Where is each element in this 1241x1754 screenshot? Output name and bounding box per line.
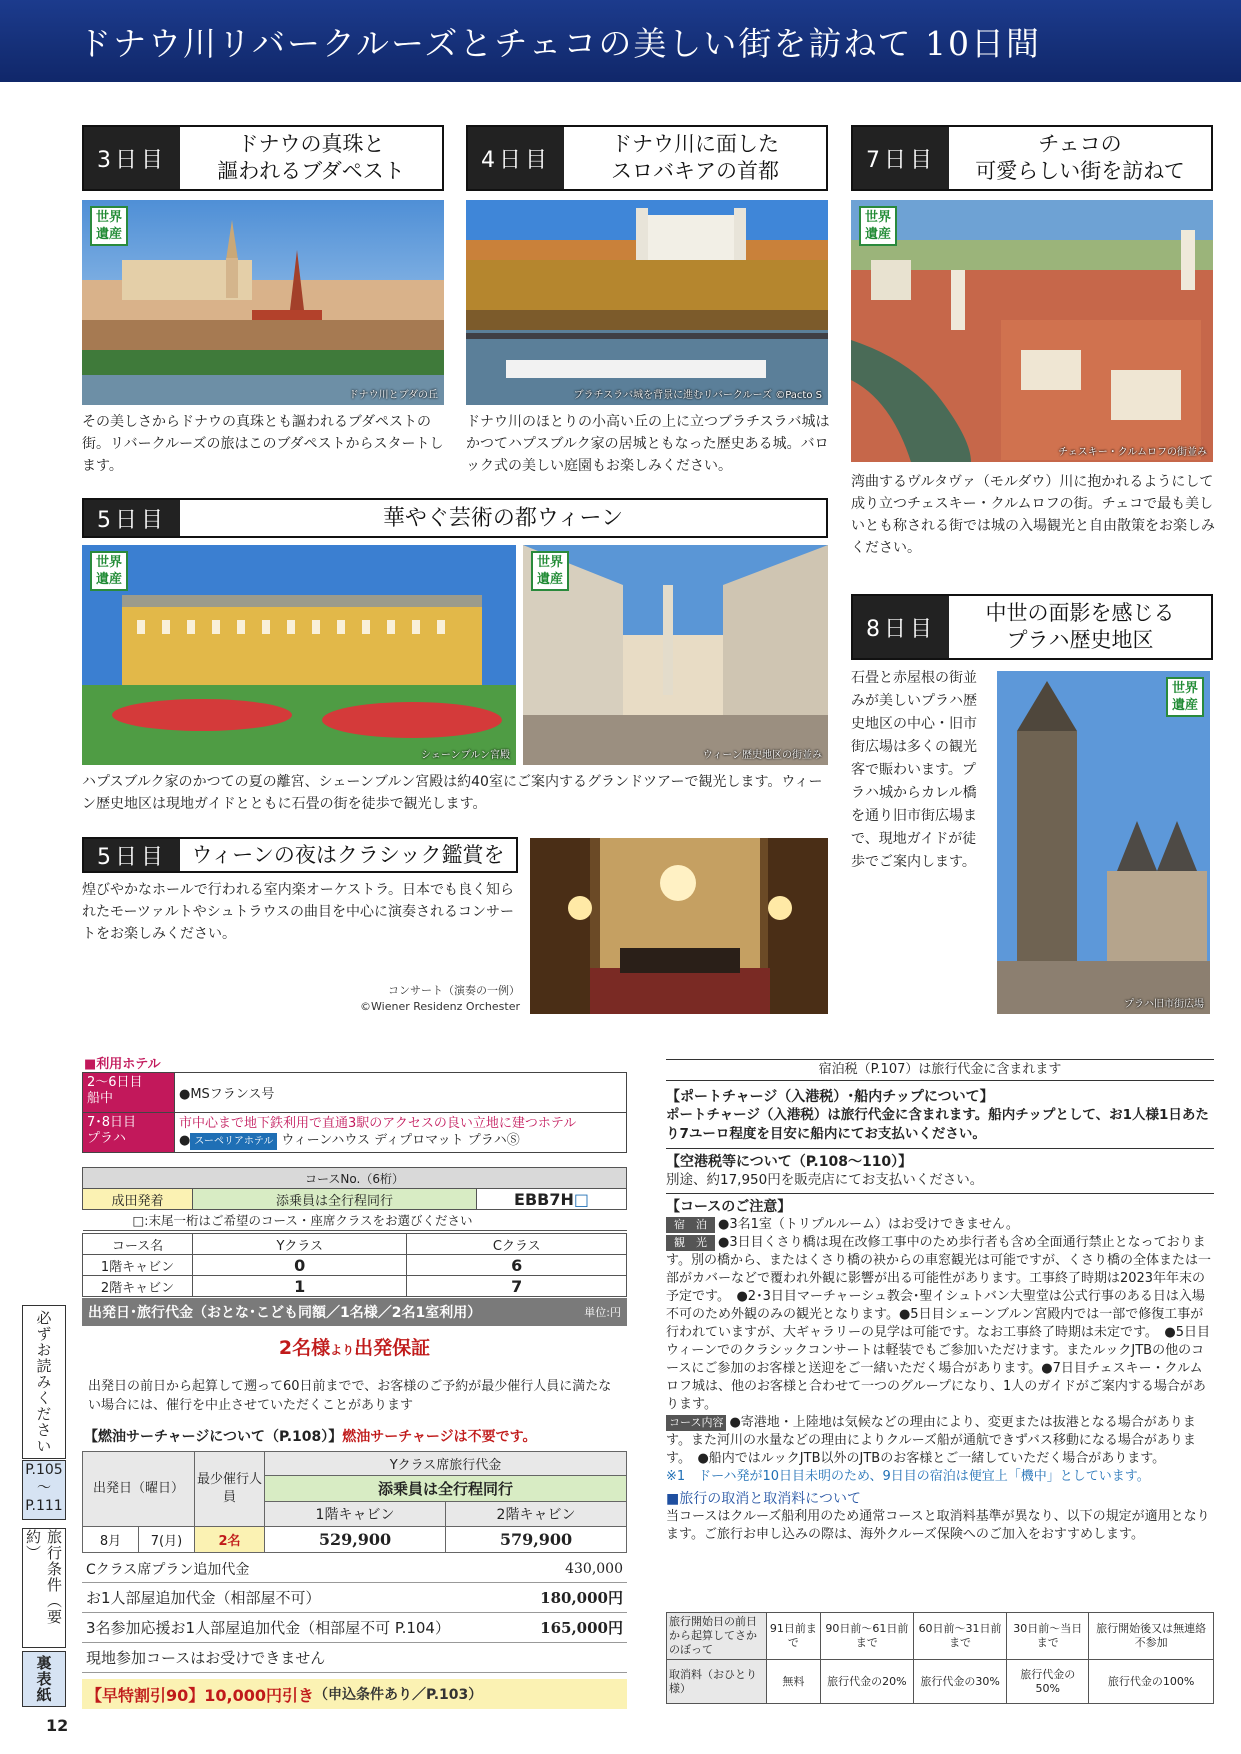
world-heritage-badge: 世界 遺産 — [859, 206, 897, 246]
hotel-row2-name: ウィーンハウス ディプロマット プラハ — [281, 1133, 507, 1148]
concert-photo — [530, 838, 828, 1014]
day7-heading — [851, 125, 1213, 191]
cancel-fee-label: 取消料（おひとり様） — [667, 1660, 767, 1704]
lodging-tax-note: 宿泊税（P.107）は旅行代金に含まれます — [666, 1059, 1214, 1081]
prague-photo — [997, 671, 1210, 1014]
fare-day: 7(月) — [139, 1527, 195, 1553]
extra-row — [82, 1643, 627, 1673]
schonbrunn-photo — [82, 545, 516, 765]
fare-min: 2名 — [195, 1527, 265, 1553]
schonbrunn-caption: シェーンブルン宮殿 — [421, 750, 510, 761]
cancel-th: 30日前〜当日まで — [1007, 1613, 1089, 1660]
early-discount: 【早特割引90】10,000円引き （申込条件あり／P.103） — [82, 1679, 627, 1709]
cancel-fee: 旅行代金の50% — [1007, 1660, 1089, 1704]
cancel-heading: ■旅行の取消と取消料について — [666, 1491, 861, 1507]
th-escort: 添乗員は全行程同行 — [265, 1476, 627, 1502]
day7-number: 7日目 — [853, 127, 949, 189]
day8-title — [949, 596, 1211, 658]
col-c-class: Cクラス — [407, 1234, 627, 1255]
course-caution-heading: 【コースのご注意】 — [666, 1199, 792, 1215]
world-heritage-badge: 世界 遺産 — [531, 551, 569, 591]
concert-credit-line1: コンサート（演奏の一例） — [388, 984, 520, 997]
sightseeing-text: ●3日目くさり橋は現在改修工事中のため歩行者も含め全面通行禁止となっております。別の橋から、またはくさり橋の袂からの車窓観光は可能ですが、くさり橋の全体または一部がカバーなどで覆われ外観に影響が出る可能性があります。工事終了時期は2023年年末の予定です。 ●2･3日目マーチャーシュ教会･聖イシュトバン大聖堂は公式行事のある日は入場不可のため外観のみの観光となります。●5日目シェーンブルン宮殿内では一部で修復工事が行われていますが、大ギャラリーの見学は可能です。なお工事終了時期は未定です。 ●5日目ウィーンでのクラシックコンサートは軽装でもご参加いただけます。またルックJTBの他のコースにご参加のお客様と送迎をご一緒いただく場合があります。●7日目チェスキー・クルムロフ城は、他のお客様と合わせて一つのグループになり、1人のガイドがご案内する場合があります。 — [666, 1235, 1211, 1412]
cancel-th-label: 旅行開始日の前日から起算してさかのぼって — [667, 1613, 767, 1660]
concert-credit — [320, 983, 520, 1015]
cancel-fee: 旅行代金の20% — [820, 1660, 913, 1704]
caution-course — [666, 1414, 1214, 1468]
superior-hotel-tag: スーペリアホテル — [190, 1133, 277, 1150]
row2-c: 7 — [407, 1276, 627, 1297]
th-y-class-fare: Yクラス席旅行代金 — [265, 1452, 627, 1476]
day5-concert-heading — [82, 837, 518, 873]
bratislava-photo — [466, 200, 828, 405]
day7-title — [949, 127, 1211, 189]
day8-number: 8日目 — [853, 596, 949, 658]
fare-table — [82, 1451, 627, 1553]
side-tab-back-cover[interactable]: 裏表紙 — [22, 1651, 66, 1707]
extra-label: 3名参加応援お1人部屋追加代金（相部屋不可 P.104） — [86, 1619, 450, 1637]
day7-title-line1: チェコの — [1038, 132, 1122, 156]
vienna-street-photo — [523, 545, 828, 765]
port-charge-text: ポートチャージ（入港税）は旅行代金に含まれます。船内チップとして、お1人様1日あたり7ユーロ程度を目安に船内にてお支払いください。 — [666, 1107, 1209, 1142]
th-floor1: 1階キャビン — [265, 1502, 446, 1527]
vienna-street-caption: ウィーン歴史地区の街並み — [702, 750, 822, 761]
concert-credit-line2: ©Wiener Residenz Orchester — [360, 1000, 520, 1013]
day5-description: ハプスブルク家のかつての夏の離宮、シェーンブルン宮殿は約40室にご案内するグランドツアーで観光します。ウィーン歴史地区は現地ガイドとともに石畳の街を徒歩で観光します。 — [82, 774, 823, 812]
airport-tax-heading: 【空港税等について（P.108〜110）】 — [666, 1154, 913, 1170]
day8-heading — [851, 594, 1213, 660]
side-tab-must-read[interactable]: 必ずお読みください — [22, 1305, 66, 1459]
course-content-tag: コース内容 — [666, 1415, 726, 1431]
day7-description: 湾曲するヴルタヴァ（モルダウ）川に抱かれるようにして成り立つチェスキー・クルムロフの街。チェコで最も美しいとも称される街では城の入場観光と自由散策をお楽しみください。 — [851, 474, 1215, 556]
cancellation-table — [666, 1612, 1214, 1704]
hotel-row2-period: 7･8日目 プラハ — [83, 1113, 175, 1153]
cesky-krumlov-caption: チェスキー・クルムロフの街並み — [1058, 447, 1207, 458]
hotel-row1-name: ●MSフランス号 — [175, 1073, 627, 1113]
extra-value: 430,000 — [565, 1560, 623, 1577]
extra-row — [82, 1613, 627, 1643]
extra-value: 180,000円 — [540, 1589, 623, 1607]
extra-value: 165,000円 — [540, 1619, 623, 1637]
day5-title: 華やぐ芸術の都ウィーン — [382, 505, 624, 531]
course-code-note: □:末尾一桁はご希望のコース・座席クラスをお選びください — [83, 1210, 627, 1231]
day8-description: 石畳と赤屋根の街並みが美しいプラハ歴史地区の中心・旧市街広場は多くの観光客で賑わいます。プラハ城からカレル橋を通り旧市街広場まで、現地ガイドが徒歩でご案内します。 — [851, 670, 977, 870]
extra-charges — [82, 1555, 627, 1709]
page-header — [0, 0, 1241, 82]
day3-title-line1: ドナウの真珠と — [237, 132, 385, 156]
stay-tag: 宿 泊 — [666, 1217, 715, 1233]
airport-tax-text: 別途、約17,950円を販売店にてお支払いください。 — [666, 1172, 984, 1188]
caution-sightseeing — [666, 1234, 1214, 1414]
row1-name: 1階キャビン — [83, 1255, 193, 1276]
minimum-participants-notice: 出発日の前日から起算して遡って60日前までで、お客様のご予約が最少催行人員に満たない場合には、催行を中止させていただくことがあります — [88, 1379, 612, 1413]
budapest-photo — [82, 200, 444, 405]
fare-title-bar — [82, 1298, 627, 1326]
day5-concert-title: ウィーンの夜はクラシック鑑賞を — [191, 842, 505, 867]
day4-description: ドナウ川のほとりの小高い丘の上に立つブラチスラバ城はかつてハプスブルク家の居城ともなった歴史ある城。バロック式の美しい庭園もお楽しみください。 — [466, 414, 830, 474]
hotel-row2-note: 市中心まで地下鉄利用で直通3駅のアクセスの良い立地に建つホテル — [179, 1116, 577, 1131]
departure-guarantee: 2名様より出発保証 — [278, 1337, 431, 1359]
course-code-header: コースNo.（6桁） — [83, 1168, 627, 1189]
page-title: ドナウ川リバークルーズとチェコの美しい街を訪ねて 10日間 — [78, 24, 1042, 63]
extra-label: Cクラス席プラン追加代金 — [86, 1561, 250, 1578]
course-content-text: ●寄港地・上陸地は気候などの理由により、変更または抜港となる場合があります。また河川の水量などの理由によりクルーズ船が通航できずバス移動になる場合があります。 ●船内ではルックJTB以外のJTBのお客様とご一緒していただく場合があります。 — [666, 1415, 1196, 1466]
day4-heading — [466, 125, 828, 191]
day8-title-line2: プラハ歴史地区 — [1006, 628, 1154, 652]
hotel-section-label: ■利用ホテル — [84, 1057, 161, 1072]
side-tab-travel-conditions[interactable]: 旅行条件（要約） — [22, 1528, 66, 1648]
cancel-th: 91日前まで — [767, 1613, 821, 1660]
day5-concert-description: 煌びやかなホールで行われる室内楽オーケストラ。日本でも良く知られたモーツァルトやシュトラウスの曲目を中心に演奏されるコンサートをお楽しみください。 — [82, 882, 515, 942]
cancel-fee: 旅行代金の30% — [913, 1660, 1006, 1704]
page-number: 12 — [46, 1716, 69, 1735]
day3-title-line2: 謳われるブダペスト — [217, 159, 405, 183]
extra-row — [82, 1583, 627, 1613]
day4-title-line2: スロバキアの首都 — [611, 159, 779, 183]
col-y-class: Yクラス — [193, 1234, 407, 1255]
th-floor2: 2階キャビン — [446, 1502, 627, 1527]
hotel-row2-info — [175, 1113, 627, 1153]
extra-label: お1人部屋追加代金（相部屋不可） — [86, 1589, 321, 1607]
sightseeing-tag: 観 光 — [666, 1235, 715, 1251]
extra-label: 現地参加コースはお受けできません — [86, 1649, 326, 1667]
day7-title-line2: 可愛らしい街を訪ねて — [975, 159, 1185, 183]
extra-row — [82, 1555, 627, 1583]
row1-y: 0 — [193, 1255, 407, 1276]
day5-concert-number: 5日目 — [84, 839, 180, 871]
fare-unit: 単位:円 — [584, 1306, 621, 1319]
cancel-fee: 無料 — [767, 1660, 821, 1704]
hotel-bullet: ● — [179, 1133, 191, 1148]
bratislava-caption: ブラチスラバ城を背景に進むリバークルーズ ©Pacto S — [573, 390, 822, 401]
th-min-participants: 最少催行人員 — [195, 1452, 265, 1527]
fare-floor2: 579,900 — [446, 1527, 627, 1553]
fuel-surcharge: 【燃油サーチャージについて（P.108）】燃油サーチャージは不要です。 — [84, 1429, 537, 1445]
day3-number: 3日目 — [84, 127, 180, 189]
notes-column — [666, 1059, 1214, 1544]
course-escort: 添乗員は全行程同行 — [193, 1189, 477, 1210]
stay-text: ●3名1室（トリプルルーム）はお受けできません。 — [718, 1217, 1019, 1232]
day5-heading — [82, 498, 828, 538]
cancel-th: 60日前〜31日前まで — [913, 1613, 1006, 1660]
cancel-text: 当コースはクルーズ船利用のため通常コースと取消料基準が異なり、以下の規定が適用となります。ご旅行お申し込みの際は、海外クルーズ保険へのご加入をおすすめします。 — [666, 1509, 1210, 1542]
cancel-fee: 旅行代金の100% — [1089, 1660, 1214, 1704]
caution-stay — [666, 1216, 1214, 1234]
day4-number: 4日目 — [468, 127, 564, 189]
course-code-table — [82, 1167, 627, 1231]
cesky-krumlov-photo — [851, 200, 1213, 462]
day3-description: その美しさからドナウの真珠とも謳われるブダペストの街。リバークルーズの旅はこのブダペストからスタートします。 — [82, 414, 444, 474]
side-page-ref[interactable]: P.105 〜 P.111 — [22, 1460, 66, 1520]
budapest-caption: ドナウ川とブダの丘 — [348, 390, 438, 401]
day3-heading — [82, 125, 444, 191]
hotel-row1-period: 2〜6日目 船中 — [83, 1073, 175, 1113]
day4-title-line1: ドナウ川に面した — [611, 132, 779, 156]
day4-title — [564, 127, 826, 189]
fare-month: 8月 — [83, 1527, 139, 1553]
row1-c: 6 — [407, 1255, 627, 1276]
th-departure-date: 出発日（曜日） — [83, 1452, 195, 1527]
world-heritage-badge: 世界 遺産 — [1166, 677, 1204, 717]
course-code: EBB7H□ — [477, 1189, 627, 1210]
course-class-table — [82, 1233, 627, 1297]
row2-name: 2階キャビン — [83, 1276, 193, 1297]
day5-number: 5日目 — [84, 500, 180, 536]
row2-y: 1 — [193, 1276, 407, 1297]
cancel-th: 旅行開始後又は無連絡不参加 — [1089, 1613, 1214, 1660]
fare-floor1: 529,900 — [265, 1527, 446, 1553]
world-heritage-badge: 世界 遺産 — [90, 551, 128, 591]
fare-title: 出発日･旅行代金（おとな･こども同額／1名様／2名1室利用） — [88, 1305, 482, 1321]
world-heritage-badge: 世界 遺産 — [90, 206, 128, 246]
prague-caption: プラハ旧市街広場 — [1124, 999, 1204, 1010]
hotel-table — [82, 1072, 627, 1153]
footnote: ※1 ドーハ発が10日目未明のため、9日目の宿泊は便宜上「機中」としています。 — [666, 1469, 1150, 1484]
day3-title — [180, 127, 442, 189]
col-course-name: コース名 — [83, 1234, 193, 1255]
port-charge-heading: 【ポートチャージ（入港税）･船内チップについて】 — [666, 1089, 994, 1105]
cancel-th: 90日前〜61日前まで — [820, 1613, 913, 1660]
hotel-mark: Ⓢ — [506, 1133, 520, 1148]
course-departure: 成田発着 — [83, 1189, 193, 1210]
day8-title-line1: 中世の面影を感じる — [985, 601, 1175, 625]
